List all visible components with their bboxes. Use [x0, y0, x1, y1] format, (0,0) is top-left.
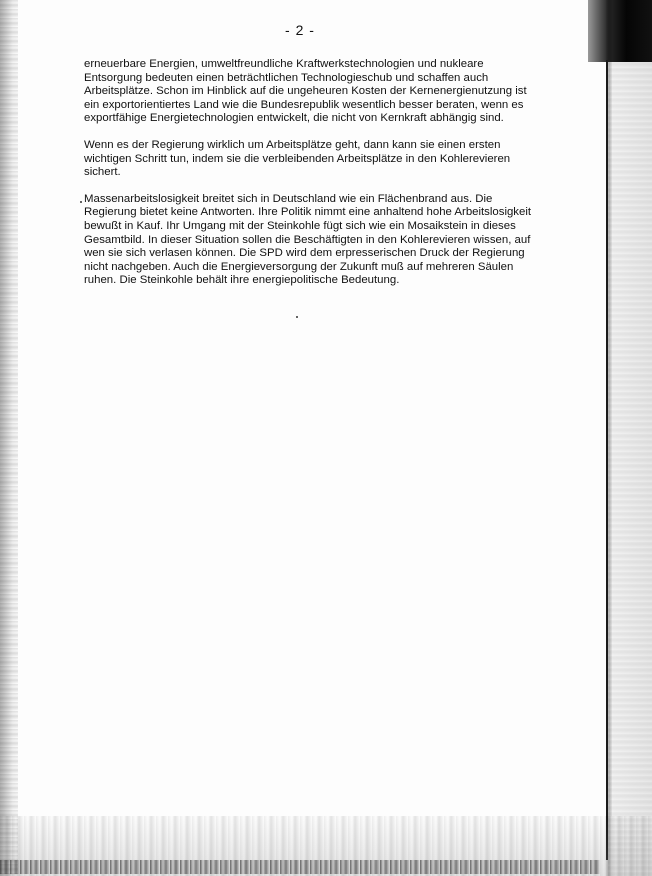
paragraph-3: Massenarbeitslosigkeit breitet sich in Deutschland wie ein Flächenbrand aus. Die Regierung bietet keine Antworten. Ihre Politik nimmt eine anhaltend hohe Arbeitslosigkeit bewußt in Kauf. Ihr Umgang mit der Steinkohle fügt sich wie ein Mosaikstein in dieses Gesamtbild. In dieser Situation sollen die Beschäftigten in den Kohlerevieren wissen, auf wen sie sich verlasen können. Die SPD wird dem erpresserischen Druck der Regierung nicht nachgeben. Auch die Energieversorgung der Zukunft muß auf mehreren Säulen ruhen. Die Steinkohle behält ihre energiepolitische Bedeutung.	[84, 192, 532, 287]
scan-speck	[80, 201, 82, 203]
page-number: - 2 -	[285, 22, 315, 38]
scan-noise-bar	[0, 860, 600, 874]
scan-edge-bottom	[0, 816, 652, 876]
scan-edge-right	[588, 0, 652, 876]
scan-edge-left	[0, 0, 18, 876]
scan-page-border	[606, 60, 608, 860]
scan-speck	[296, 316, 298, 318]
paragraph-1: erneuerbare Energien, umweltfreundliche Kraftwerkstechnologien und nukleare Entsorgung bedeuten einen beträchtlichen Technologieschub und schaffen auch Arbeitsplätze. Schon im Hinblick auf die ungeheuren Kosten der Kernenergienutzung ist ein exportorientiertes Land wie die Bundesrepublik wesentlich besser beraten, wenn es exportfähige Energietechnologien entwickelt, die nicht von Kernkraft abhängig sind.	[84, 58, 527, 125]
paragraph-2: Wenn es der Regierung wirklich um Arbeitsplätze geht, dann kann sie einen ersten wichtigen Schritt tun, indem sie die verbleibenden Arbeitsplätze in den Kohlerevieren sichert.	[84, 138, 511, 179]
scan-margin-strip	[608, 62, 652, 876]
scan-dark-corner	[588, 0, 652, 62]
body-text	[84, 58, 534, 301]
